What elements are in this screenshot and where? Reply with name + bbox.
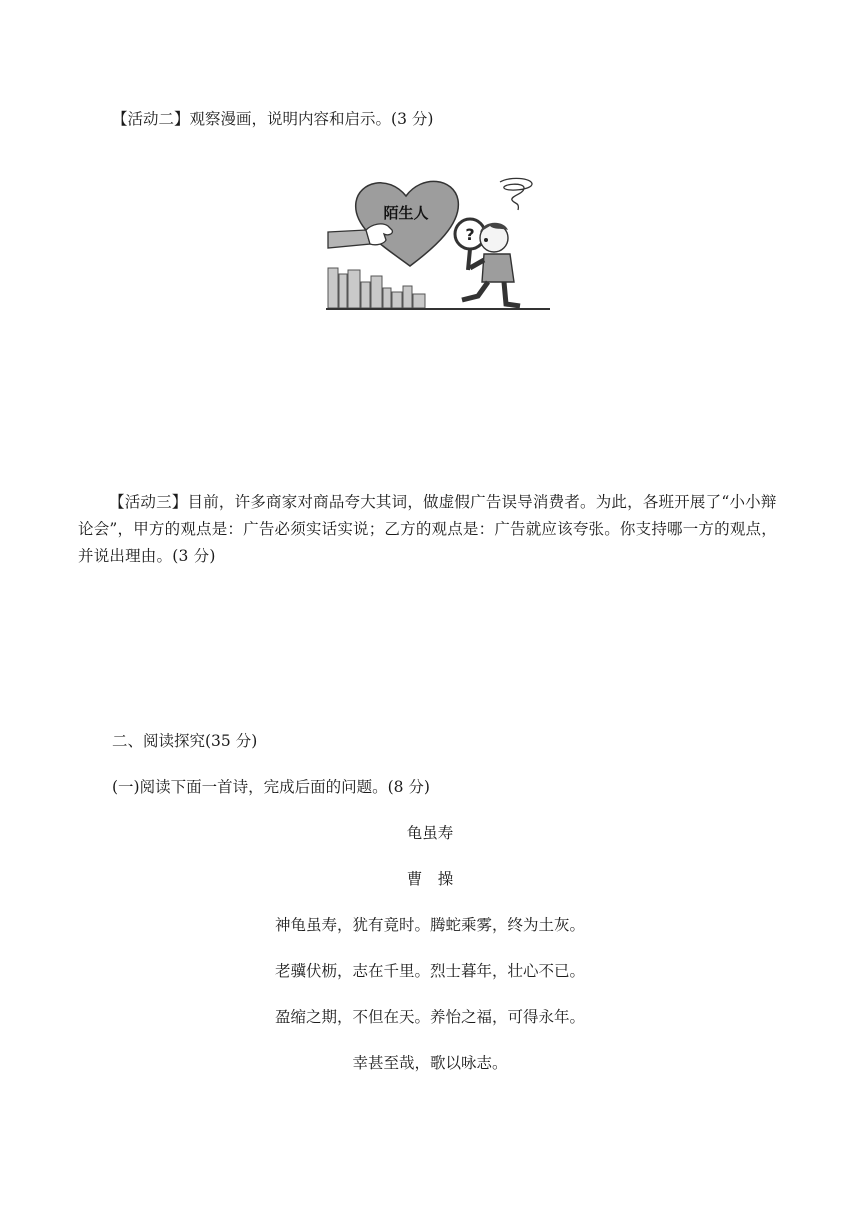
activity-3-prompt [78,489,786,570]
question-mark-icon: ? [465,225,475,244]
poem-line: 盈缩之期，不但在天。养怡之福，可得永年。 [274,1008,585,1026]
confusion-spiral-icon [500,178,532,210]
poem-line: 幸甚至哉，歌以咏志。 [352,1054,508,1072]
poem-title: 龟虽寿 [406,824,454,842]
poem-line: 老骥伏枥，志在千里。烈士暮年，壮心不已。 [274,962,585,980]
reading-instruction: (一)阅读下面一首诗，完成后面的问题。(8 分) [112,778,430,796]
sleeve [328,230,370,248]
cartoon-illustration [326,170,550,312]
activity-3-text: 目前，许多商家对商品夸大其词，做虚假广告误导消费者。为此，各班开展了“小小辩论会”，甲方的观点是：广告必须实话实说；乙方的观点是：广告就应该夸张。你支持哪一方的观点，并说出理由。(3 分) [78,493,777,565]
person-leg-left [462,282,488,300]
cartoon-svg [326,170,550,312]
heart-label: 陌生人 [383,204,429,222]
person-eye [484,238,488,242]
person-leg-right [504,282,520,306]
poem-line: 神龟虽寿，犹有竟时。腾蛇乘雾，终为土灰。 [274,916,585,934]
person-arm [470,260,484,268]
person-body [482,254,514,282]
activity-3-label: 【活动三】 [109,493,188,511]
poem-author: 曹 操 [406,870,454,888]
activity-2-prompt [112,107,433,129]
city-skyline [328,268,425,308]
activity-2-label: 【活动二】 [112,110,190,128]
activity-2-text: 观察漫画，说明内容和启示。(3 分) [189,110,434,128]
section-2-heading: 二、阅读探究(35 分) [112,732,258,750]
heart-shape [356,181,459,266]
